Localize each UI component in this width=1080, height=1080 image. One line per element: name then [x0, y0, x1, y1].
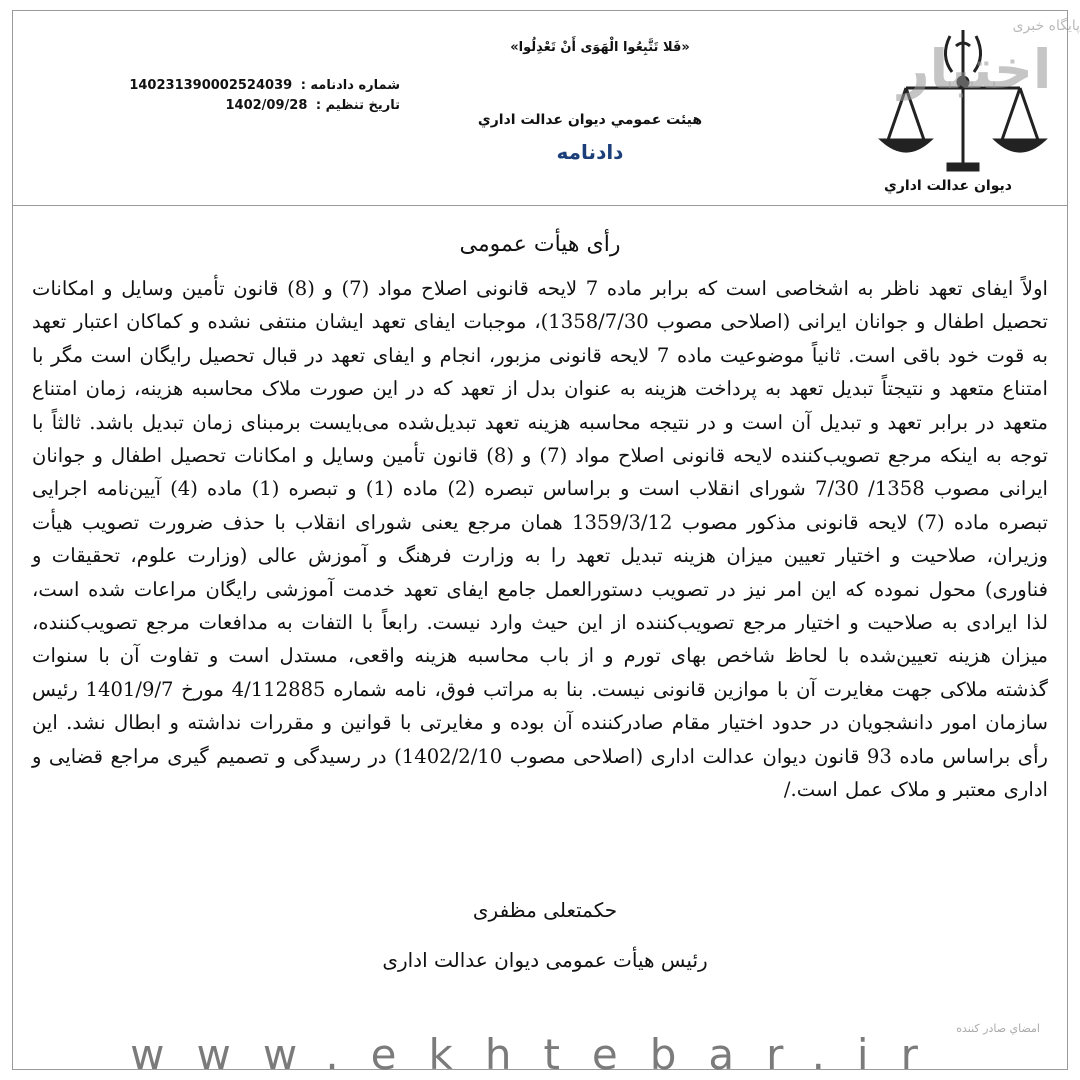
signatory-name: حکمتعلی مظفری — [472, 898, 618, 922]
signatory-title: رئیس هیأت عمومی دیوان عدالت اداری — [382, 948, 708, 972]
watermark-brand-small: پایگاه خبری — [1012, 18, 1080, 34]
case-number-row — [100, 78, 400, 93]
case-number-label: شماره دادنامه : — [300, 78, 400, 93]
date-row — [100, 98, 400, 113]
issuer-signature-label: امضاي صادر كننده — [956, 1022, 1040, 1035]
site-watermark: www.ekhtebar.ir — [130, 1030, 950, 1079]
quran-verse: «فَلا تَتَّبِعُوا الْهَوَى أَنْ تَعْدِلُوا» — [510, 40, 690, 55]
document-header — [0, 0, 1080, 206]
document-type: دادنامه — [556, 140, 624, 164]
ruling-heading: رأی هیأت عمومی — [459, 232, 621, 257]
ruling-body: اولاً ایفای تعهد ناظر به اشخاصی است که برابر ماده 7 لایحه قانونی اصلاح مواد (7) و (8) قانون تأمین وسایل و امکانات تحصیل اطفال و جوانان ایرانی (اصلاحی مصوب 1358/7/30)، موجبات ایفای تعهد ایشان منتفی نشده و کماکان اعتبار تعهد به قوت خود باقی است. ثانیاً موضوعیت ماده 7 لایحه قانونی مزبور، انجام و ایفای تعهد در قبال تحصیل رایگان است مگر با امتناع متعهد و نتیجتاً تبدیل تعهد به پرداخت هزینه به عنوان بدل از تعهد که در این صورت ملاک محاسبه هزینه، زمان امتناع متعهد در برابر تعهد و تبدیل آن است و در نتیجه محاسبه هزینه تعهد تبدیل‌شده می‌بایست برمبنای زمان تبدیل باشد. ثالثاً با توجه به اینکه مرجع تصویب‌کننده لایحه قانونی اصلاح مواد (7) و (8) قانون تأمین وسایل و امکانات تحصیل اطفال و جوانان ایرانی مصوب 1358/ 7/30 شورای انقلاب است و براساس تبصره (2) ماده (1) و تبصره (1) ماده (4) آیین‌نامه اجرایی تبصره ماده (7) لایحه قانونی مذکور مصوب 1359/3/12 همان مرجع یعنی شورای انقلاب با حذف ضرورت تصویب هیأت وزیران، صلاحیت و اختیار تعیین میزان هزینه تبدیل تعهد را به وزارت فرهنگ و آموزش عالی (وزارت علوم، تحقیقات و فناوری) محول نموده که این امر نیز در تصویب دستورالعمل جامع ایفای تعهد خدمت آموزشی رایگان مراعات شده است، لذا ایرادی به صلاحیت و اختیار مرجع تصویب‌کننده از این حیث وارد نیست. رابعاً با التفات به مدافعات مرجع تصویب‌کننده، میزان هزینه تعیین‌شده با لحاظ شاخص بهای تورم و از باب محاسبه هزینه واقعی، مستدل است و تفاوت آن با سنوات گذشته ملاکی جهت مغایرت آن با موازین قانونی نیست. بنا به مراتب فوق، نامه شماره 4/112885 مورخ 1401/9/7 رئیس سازمان امور دانشجویان در حدود اختیار مقام صادرکننده آن بوده و مغایرتی با قوانین و مقررات نداشته و ابطال نشد. این رأی براساس ماده 93 قانون دیوان عدالت اداری (اصلاحی مصوب 1402/2/10) در رسیدگی و تصمیم گیری مراجع قضایی و اداری معتبر و ملاک عمل است./ — [32, 277, 1048, 802]
case-number: 140231390002524039 — [129, 78, 293, 93]
authority-name: هيئت عمومي ديوان عدالت اداري — [477, 112, 703, 128]
watermark-brand: اختبار — [898, 38, 1052, 101]
date-label: تاريخ تنظيم : — [315, 98, 400, 113]
header-divider — [12, 205, 1068, 206]
court-name: ديوان عدالت اداري — [884, 178, 1012, 194]
issue-date: 1402/09/28 — [225, 98, 308, 113]
